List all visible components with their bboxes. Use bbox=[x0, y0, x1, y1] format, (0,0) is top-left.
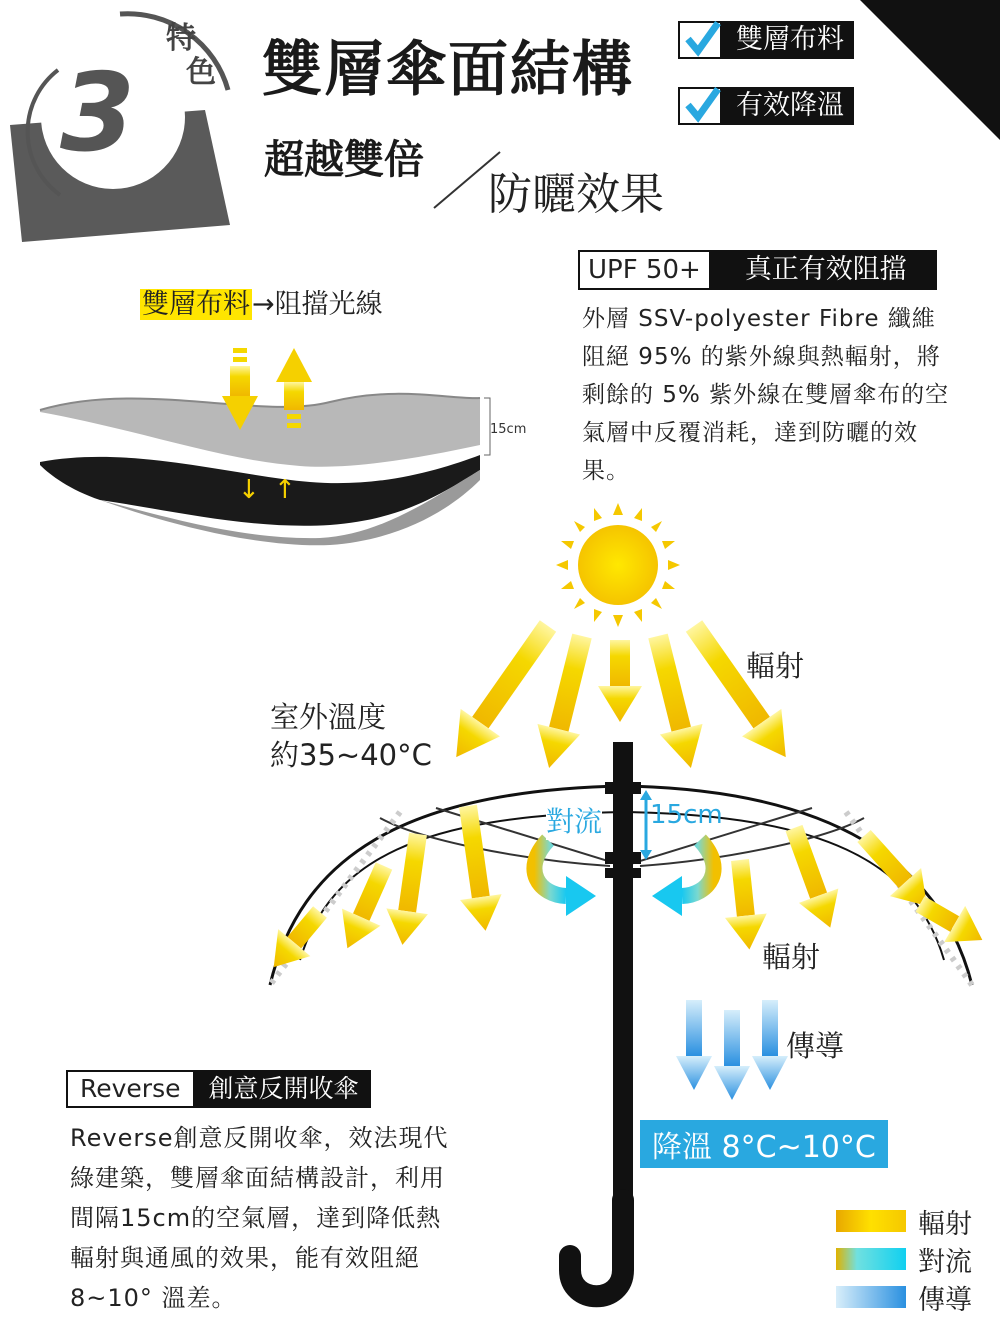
radiation-label-mid: 輻射 bbox=[762, 940, 821, 974]
radiation-label-top: 輻射 bbox=[746, 649, 805, 683]
layer-gap-label: 15cm bbox=[490, 422, 527, 437]
subtitle-left: 超越雙倍 bbox=[264, 137, 424, 183]
legend-item-convection bbox=[836, 1242, 972, 1276]
check-label: 雙層布料 bbox=[722, 21, 854, 59]
reverse-header bbox=[66, 1070, 371, 1108]
feature-number: 3 bbox=[60, 51, 136, 176]
upf-badge: UPF 50+ bbox=[578, 250, 711, 290]
outdoor-temp-label: 室外溫度 約35~40°C bbox=[270, 700, 432, 772]
check-item-2 bbox=[678, 86, 854, 126]
reverse-description: Reverse創意反開收傘，效法現代綠建築，雙層傘面結構設計，利用間隔15cm的空氣層，達到降低熱輻射與通風的效果，能有效阻絕 8~10° 溫差。 bbox=[70, 1124, 449, 1312]
legend-label: 輻射 bbox=[918, 1208, 972, 1240]
layers-label-highlight: 雙層布料 bbox=[142, 289, 250, 320]
layers-label-rest: →阻擋光線 bbox=[252, 289, 383, 320]
upf-header bbox=[578, 250, 937, 290]
feature-tag-line2: 色 bbox=[186, 55, 216, 90]
legend-item-radiation bbox=[836, 1204, 972, 1238]
legend-item-conduction bbox=[836, 1280, 972, 1314]
upf-title: 真正有效阻擋 bbox=[711, 250, 937, 290]
page-title: 雙層傘面結構 bbox=[262, 35, 634, 105]
check-item-1 bbox=[678, 20, 854, 60]
cooling-badge: 降溫 8°C~10°C bbox=[640, 1120, 888, 1168]
legend-swatch-yellow bbox=[836, 1210, 906, 1232]
conduction-label: 傳導 bbox=[786, 1029, 845, 1063]
check-icon bbox=[678, 21, 722, 59]
legend-swatch-blue bbox=[836, 1286, 906, 1308]
legend-label: 傳導 bbox=[918, 1284, 972, 1316]
subtitle-right: 防曬效果 bbox=[488, 169, 664, 220]
check-icon bbox=[678, 87, 722, 125]
legend-label: 對流 bbox=[918, 1246, 972, 1278]
svg-text:↓: ↓ bbox=[238, 475, 260, 505]
feature-tag-line1: 特 bbox=[166, 21, 196, 56]
reverse-title: 創意反開收傘 bbox=[195, 1070, 371, 1108]
upf-description: 外層 SSV-polyester Fibre 纖維阻絕 95% 的紫外線與熱輻射，將剩餘的 5% 紫外線在雙層傘布的空氣層中反覆消耗，達到防曬的效果。 bbox=[582, 306, 950, 484]
feature-tag bbox=[166, 22, 216, 90]
convection-label: 對流 bbox=[546, 800, 602, 840]
legend-swatch-cyan bbox=[836, 1248, 906, 1270]
check-label: 有效降溫 bbox=[722, 87, 854, 125]
svg-text:↑: ↑ bbox=[274, 475, 296, 505]
layers-label bbox=[140, 282, 383, 321]
reverse-badge: Reverse bbox=[66, 1070, 195, 1108]
umbrella-gap-label: 15cm bbox=[650, 800, 723, 830]
